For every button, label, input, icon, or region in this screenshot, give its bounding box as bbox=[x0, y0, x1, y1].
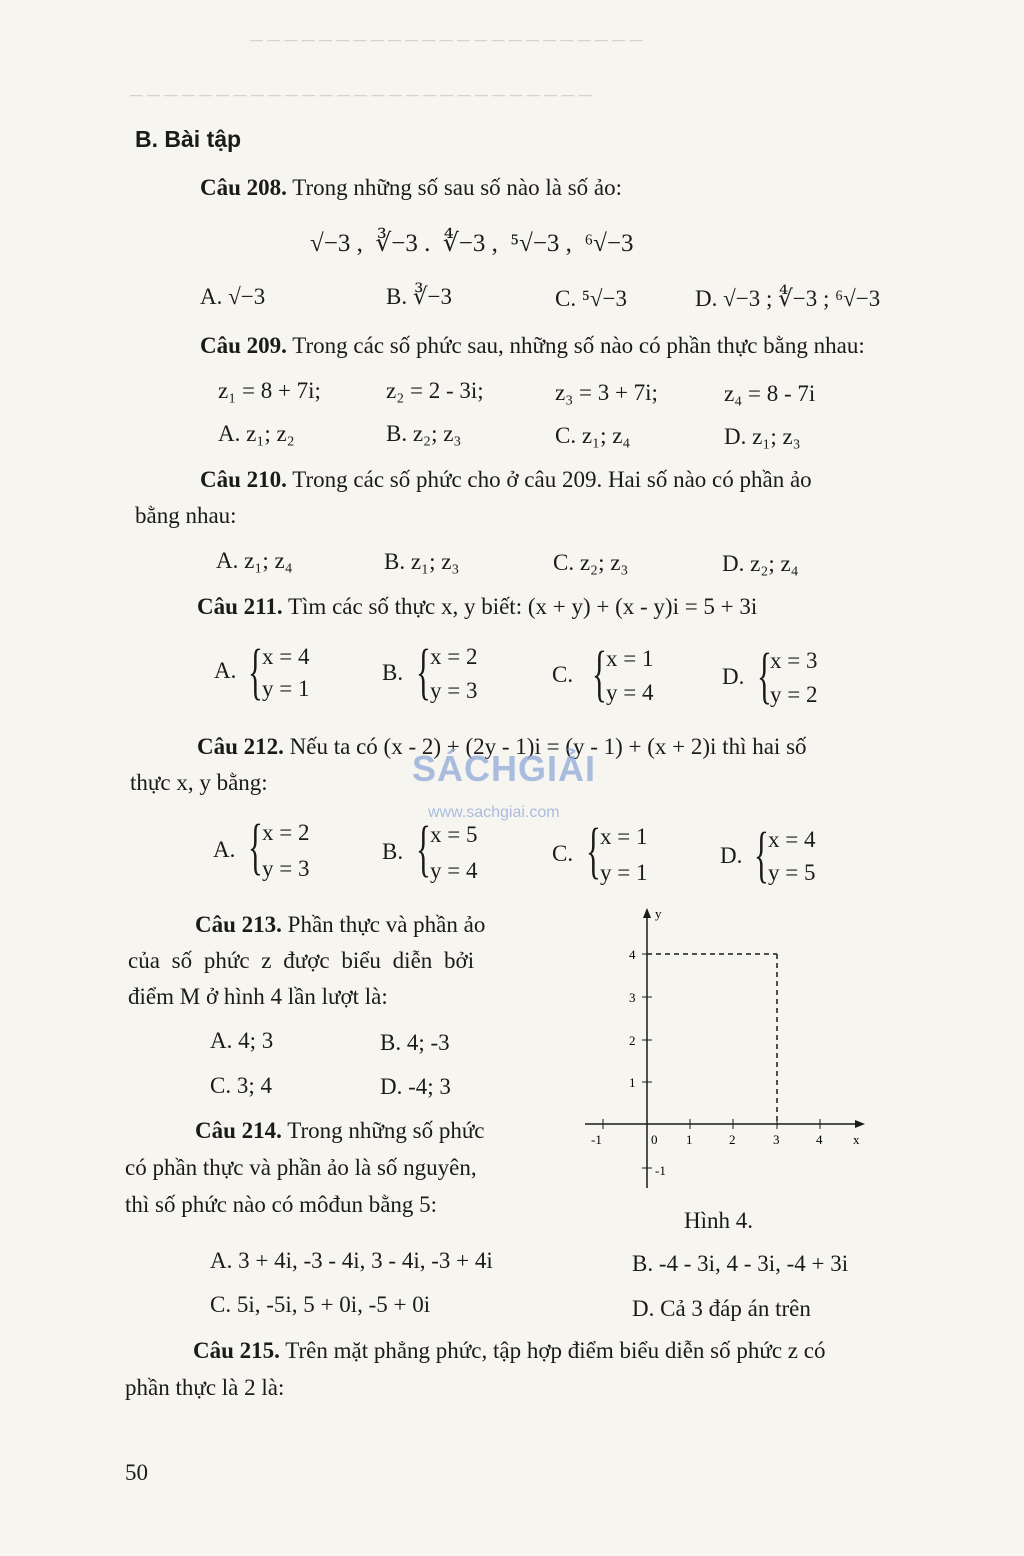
x-axis-arrow-icon bbox=[855, 1120, 865, 1128]
watermark-logo: SÁCHGIẢI bbox=[412, 748, 597, 789]
complex-number: z₁ = 8 + 7i; bbox=[218, 378, 321, 403]
equation-line: x = 2 bbox=[262, 820, 310, 845]
question-label: Câu 213. bbox=[195, 912, 282, 937]
option-c: C. z₂; z₃ bbox=[553, 550, 629, 575]
y-tick-label: -1 bbox=[655, 1163, 666, 1178]
option-c: C. 5i, -5i, 5 + 0i, -5 + 0i bbox=[210, 1292, 431, 1317]
option-b-letter: B. bbox=[382, 660, 404, 685]
question-text: Phần thực và phần ảo bbox=[287, 912, 486, 937]
option-a-letter: A. bbox=[213, 837, 236, 862]
equation-line: x = 1 bbox=[600, 824, 648, 849]
question-label: Câu 208. bbox=[200, 175, 287, 200]
x-tick-label: -1 bbox=[591, 1132, 602, 1147]
option-c-letter: C. bbox=[552, 662, 574, 687]
question-text-cont: của số phức z được biểu diễn bởi bbox=[128, 948, 475, 973]
option-d-letter: D. bbox=[722, 664, 745, 689]
question-215 bbox=[193, 1338, 825, 1364]
root-item: ⁶√−3 bbox=[584, 230, 634, 257]
page-number: 50 bbox=[125, 1460, 148, 1485]
equation-line: x = 2 bbox=[430, 644, 478, 669]
brace-icon: { bbox=[248, 638, 263, 706]
equation-line: y = 1 bbox=[262, 676, 310, 701]
option-a-letter: A. bbox=[214, 658, 237, 683]
question-label: Câu 215. bbox=[193, 1338, 280, 1363]
option-d: D. √−3 ; ∜−3 ; ⁶√−3 bbox=[695, 286, 881, 311]
option-b: B. z₁; z₃ bbox=[384, 549, 460, 574]
complex-number: z₃ = 3 + 7i; bbox=[555, 380, 658, 405]
equation-line: y = 2 bbox=[770, 682, 818, 707]
y-tick-label: 1 bbox=[629, 1075, 636, 1090]
x-tick-label: 2 bbox=[729, 1132, 736, 1147]
question-label: Câu 211. bbox=[197, 594, 283, 619]
option-a: A. z₁; z₂ bbox=[218, 421, 295, 446]
question-text: Tìm các số thực x, y biết: (x + y) + (x - y)i = 5 + 3i bbox=[287, 594, 758, 619]
question-text-cont: phần thực là 2 là: bbox=[125, 1375, 285, 1400]
question-213 bbox=[195, 912, 485, 938]
equation-line: y = 3 bbox=[430, 678, 478, 703]
option-a: A. 3 + 4i, -3 - 4i, 3 - 4i, -3 + 4i bbox=[210, 1248, 493, 1273]
brace-icon: { bbox=[248, 813, 263, 881]
bleed-through-text: ─ ─ ─ ─ ─ ─ ─ ─ ─ ─ ─ ─ ─ ─ ─ ─ ─ ─ ─ ─ ─ ─ ─ bbox=[250, 30, 643, 50]
option-b: B. ∛−3 bbox=[386, 284, 452, 309]
root-item: ⁵√−3 , bbox=[510, 230, 572, 257]
equation-line: y = 4 bbox=[430, 858, 478, 883]
question-text: Trong những số sau số nào là số ảo: bbox=[292, 175, 623, 200]
equation-line: y = 4 bbox=[606, 680, 654, 705]
question-label: Câu 210. bbox=[200, 467, 287, 492]
equation-line: x = 4 bbox=[262, 644, 310, 669]
y-axis-arrow-icon bbox=[643, 908, 651, 918]
question-210 bbox=[200, 467, 812, 493]
option-b: B. -4 - 3i, 4 - 3i, -4 + 3i bbox=[632, 1251, 849, 1276]
option-b: B. 4; -3 bbox=[380, 1030, 450, 1055]
option-d: D. -4; 3 bbox=[380, 1074, 451, 1099]
question-label: Câu 212. bbox=[197, 734, 284, 759]
option-d-letter: D. bbox=[720, 843, 743, 868]
question-211 bbox=[197, 594, 757, 620]
x-tick-label: 3 bbox=[773, 1132, 780, 1147]
option-b-letter: B. bbox=[382, 839, 404, 864]
option-a: A. 4; 3 bbox=[210, 1028, 274, 1053]
question-text-cont: có phần thực và phần ảo là số nguyên, bbox=[125, 1155, 477, 1180]
question-text: Trong các số phức cho ở câu 209. Hai số nào có phần ảo bbox=[292, 467, 812, 492]
brace-icon: { bbox=[586, 817, 601, 885]
y-axis-label: y bbox=[655, 906, 662, 921]
x-axis-label: x bbox=[853, 1132, 860, 1147]
root-item: √−3 , bbox=[310, 230, 363, 257]
question-label: Câu 214. bbox=[195, 1118, 282, 1143]
question-209 bbox=[200, 333, 865, 359]
question-text: Nếu ta có (x - 2) + (2y - 1)i = (y - 1) + (x + 2)i thì hai số bbox=[289, 734, 807, 759]
x-tick-label: 4 bbox=[816, 1132, 823, 1147]
option-c-letter: C. bbox=[552, 841, 574, 866]
question-text-cont: bằng nhau: bbox=[135, 503, 237, 528]
option-c: C. ⁵√−3 bbox=[555, 286, 627, 311]
watermark-url: www.sachgiai.com bbox=[428, 804, 560, 821]
equation-line: x = 4 bbox=[768, 827, 816, 852]
option-d: D. z₁; z₃ bbox=[724, 424, 801, 449]
equation-line: x = 1 bbox=[606, 646, 654, 671]
question-text-cont: thì số phức nào có môđun bằng 5: bbox=[125, 1192, 438, 1217]
complex-number: z₂ = 2 - 3i; bbox=[386, 378, 484, 403]
figure-caption: Hình 4. bbox=[684, 1208, 753, 1233]
brace-icon: { bbox=[754, 821, 769, 889]
brace-icon: { bbox=[416, 638, 431, 706]
brace-icon: { bbox=[757, 642, 772, 710]
x-tick-label: 1 bbox=[686, 1132, 693, 1147]
question-text: Trên mặt phẳng phức, tập hợp điểm biểu diễn số phức z có bbox=[285, 1338, 826, 1363]
question-text-cont: thực x, y bằng: bbox=[130, 770, 268, 795]
question-text: Trong các số phức sau, những số nào có phần thực bằng nhau: bbox=[292, 333, 865, 358]
brace-icon: { bbox=[416, 815, 431, 883]
option-b: B. z₂; z₃ bbox=[386, 421, 462, 446]
root-item: ∜−3 , bbox=[442, 230, 498, 257]
complex-number: z₄ = 8 - 7i bbox=[724, 381, 816, 406]
option-a: A. √−3 bbox=[200, 284, 266, 309]
question-214 bbox=[195, 1118, 485, 1144]
option-a: A. z₁; z₄ bbox=[216, 548, 293, 573]
y-tick-label: 4 bbox=[629, 947, 636, 962]
question-208 bbox=[200, 175, 622, 201]
option-c: C. z₁; z₄ bbox=[555, 423, 631, 448]
question-text-cont: điểm M ở hình 4 lần lượt là: bbox=[128, 984, 388, 1009]
origin-label: 0 bbox=[651, 1132, 658, 1147]
root-item: ∛−3 . bbox=[375, 230, 431, 257]
equation-line: x = 3 bbox=[770, 648, 818, 673]
question-label: Câu 209. bbox=[200, 333, 287, 358]
option-d: D. Cả 3 đáp án trên bbox=[632, 1296, 811, 1321]
equation-line: y = 3 bbox=[262, 856, 310, 881]
question-text: Trong những số phức bbox=[287, 1118, 485, 1143]
roots-list bbox=[310, 228, 633, 258]
option-d: D. z₂; z₄ bbox=[722, 551, 799, 576]
section-title: B. Bài tập bbox=[135, 126, 242, 152]
figure-coordinate-plane bbox=[575, 900, 875, 1200]
brace-icon: { bbox=[592, 640, 607, 708]
bleed-through-text: ─ ─ ─ ─ ─ ─ ─ ─ ─ ─ ─ ─ ─ ─ ─ ─ ─ ─ ─ ─ ─ ─ ─ ─ ─ ─ ─ bbox=[130, 85, 592, 105]
y-tick-label: 2 bbox=[629, 1033, 636, 1048]
equation-line: x = 5 bbox=[430, 822, 478, 847]
y-tick-label: 3 bbox=[629, 990, 636, 1005]
equation-line: y = 5 bbox=[768, 860, 816, 885]
equation-line: y = 1 bbox=[600, 860, 648, 885]
option-c: C. 3; 4 bbox=[210, 1073, 272, 1098]
